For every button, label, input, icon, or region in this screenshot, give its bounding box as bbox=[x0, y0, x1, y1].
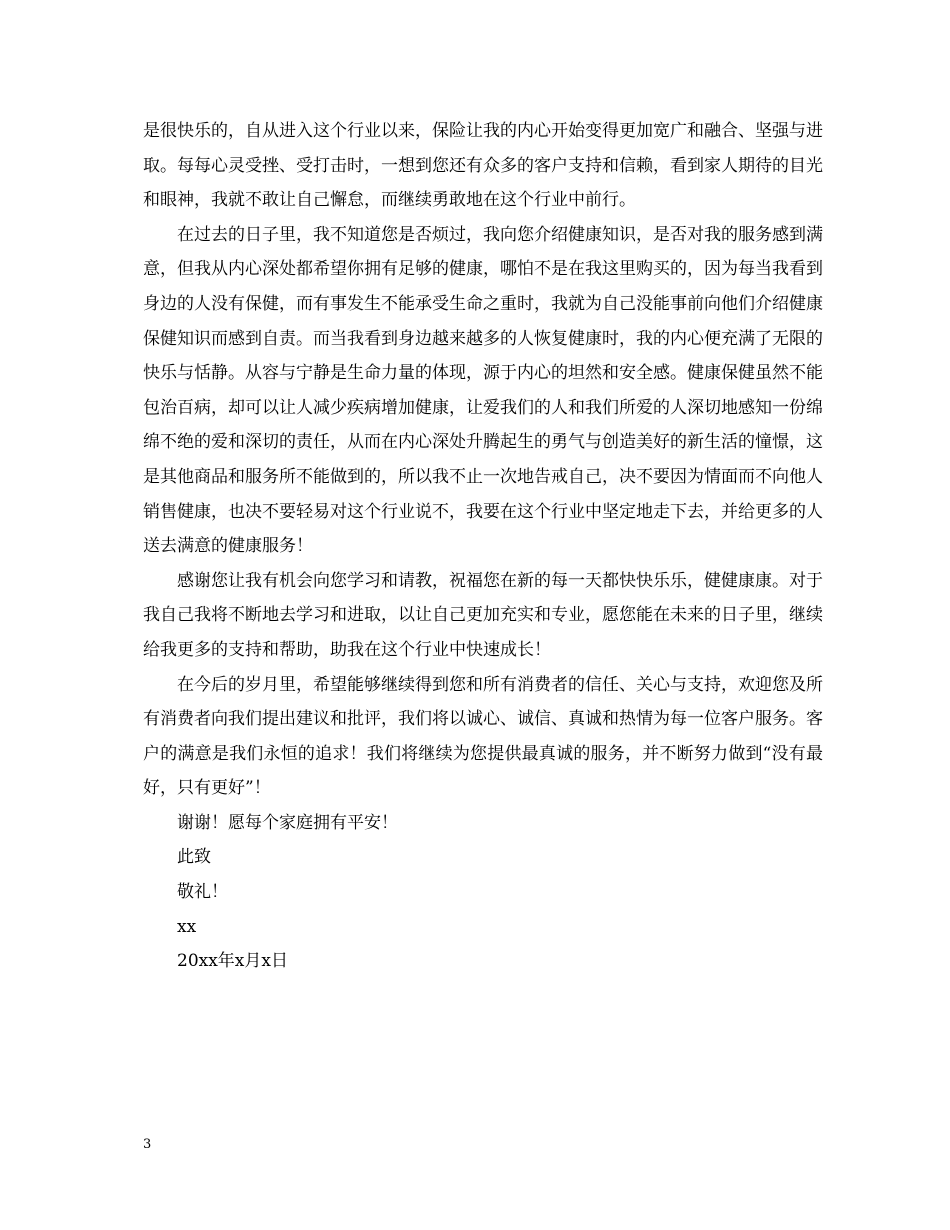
paragraph-3: 感谢您让我有机会向您学习和请教，祝福您在新的每一天都快快乐乐，健健康康。对于我自己我将不断地去学习和进取，以让自己更加充实和专业，愿您能在未来的日子里，继续给我更多的支持和帮助，助我在这个行业中快速成长！ bbox=[143, 570, 823, 660]
thanks-line: 谢谢！愿每个家庭拥有平安！ bbox=[177, 812, 398, 833]
paragraph-4: 在今后的岁月里，希望能够继续得到您和所有消费者的信任、关心与支持，欢迎您及所有消费者向我们提出建议和批评，我们将以诚心、诚信、真诚和热情为每一位客户服务。客户的满意是我们永恒的追求！我们将继续为您提供最真诚的服务，并不断努力做到“没有最好，只有更好”！ bbox=[143, 674, 823, 799]
paragraph-1: 是很快乐的，自从进入这个行业以来，保险让我的内心开始变得更加宽广和融合、坚强与进取。每每心灵受挫、受打击时，一想到您还有众多的客户支持和信赖，看到家人期待的目光和眼神，我就不敢让自己懈怠，而继续勇敢地在这个行业中前行。 bbox=[143, 121, 823, 211]
letter-body bbox=[143, 114, 823, 979]
closing-regards: 敬礼！ bbox=[177, 882, 228, 903]
closing-salutation: 此致 bbox=[177, 847, 211, 868]
letter-date: 20xx年x月x日 bbox=[177, 951, 288, 972]
paragraph-2: 在过去的日子里，我不知道您是否烦过，我向您介绍健康知识，是否对我的服务感到满意，但我从内心深处都希望你拥有足够的健康，哪怕不是在我这里购买的，因为每当我看到身边的人没有保健，而有事发生不能承受生命之重时，我就为自己没能事前向他们介绍健康保健知识而感到自责。而当我看到身边越来越多的人恢复健康时，我的内心便充满了无限的快乐与恬静。从容与宁静是生命力量的体现，源于内心的坦然和安全感。健康保健虽然不能包治百病，却可以让人减少疾病增加健康，让爱我们的人和我们所爱的人深切地感知一份绵绵不绝的爱和深切的责任，从而在内心深处升腾起生的勇气与创造美好的新生活的憧憬，这是其他商品和服务所不能做到的，所以我不止一次地告戒自己，决不要因为情面而不向他人销售健康，也决不要轻易对这个行业说不，我要在这个行业中坚定地走下去，并给更多的人送去满意的健康服务！ bbox=[143, 224, 823, 557]
signature: xx bbox=[177, 916, 197, 937]
page-number: 3 bbox=[143, 1137, 152, 1152]
